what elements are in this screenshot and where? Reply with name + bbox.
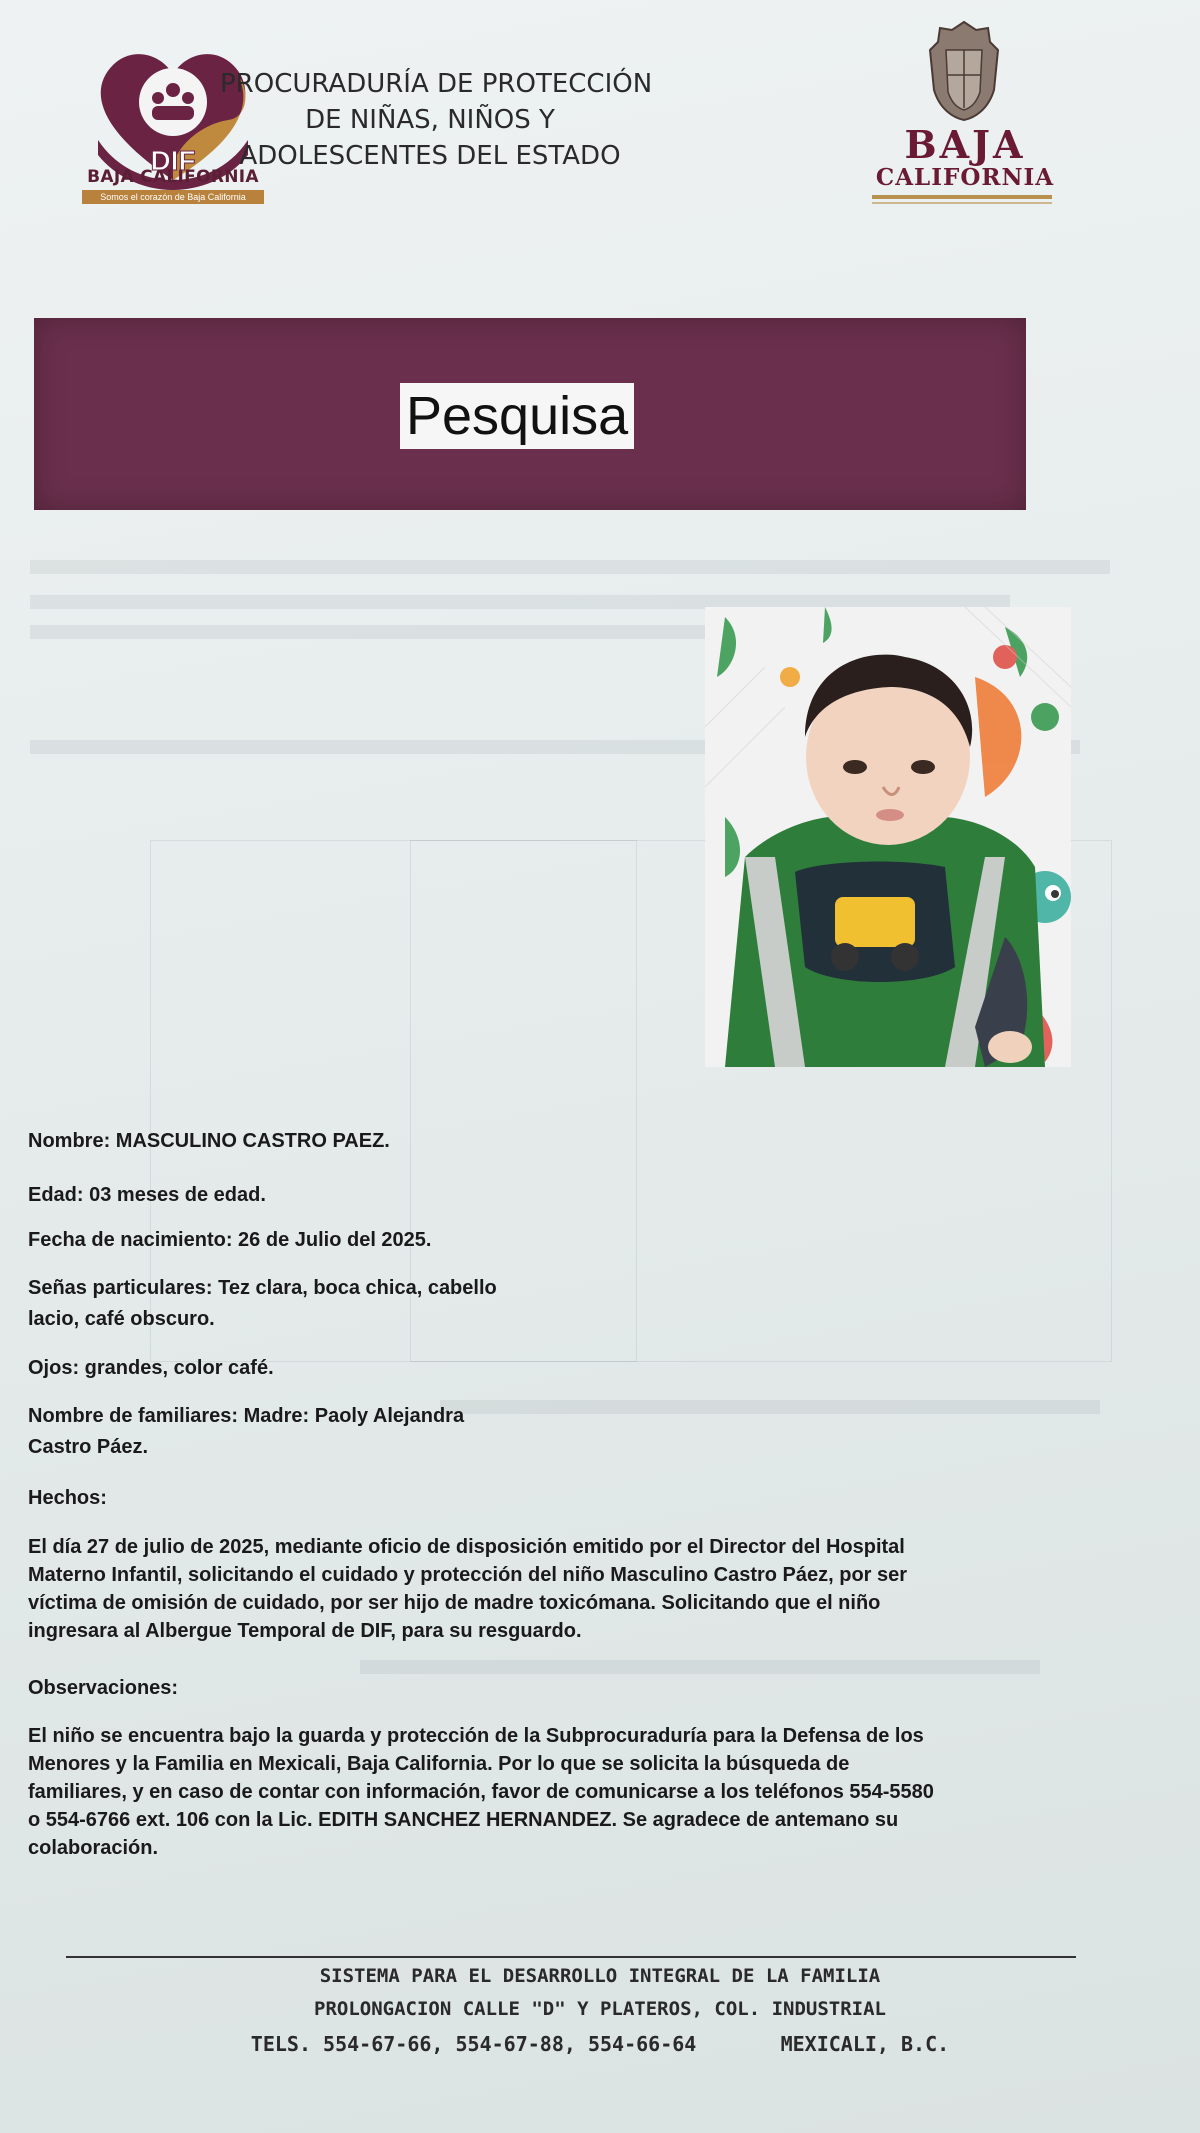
logo-divider — [872, 202, 1052, 204]
bleed-through-line — [360, 1660, 1040, 1674]
baja-california-logo-line: CALIFORNIA — [875, 164, 1055, 191]
field-nombre: Nombre: MASCULINO CASTRO PAEZ. — [28, 1130, 390, 1152]
field-fecha-nacimiento: Fecha de nacimiento: 26 de Julio del 2025. — [28, 1229, 432, 1251]
observaciones-line: familiares, y en caso de contar con información, favor de comunicarse a los teléfonos 554-5580 — [28, 1781, 934, 1803]
hechos-line: ingresara al Albergue Temporal de DIF, para su resguardo. — [28, 1620, 582, 1642]
child-photo — [705, 607, 1071, 1067]
observaciones-line: o 554-6766 ext. 106 con la Lic. EDITH SANCHEZ HERNANDEZ. Se agradece de antemano su — [28, 1809, 899, 1831]
observaciones-line: colaboración. — [28, 1837, 159, 1859]
agency-title-line: PROCURADURÍA DE PROTECCIÓN — [220, 69, 653, 99]
logo-divider — [872, 195, 1052, 199]
footer-divider — [66, 1956, 1076, 1958]
baja-california-logo — [870, 122, 1060, 191]
dif-logo-text: DIF — [150, 145, 196, 176]
dif-brand-text: BAJA CALIFORNIA — [87, 167, 259, 187]
field-familiares-cont: Castro Páez. — [28, 1436, 149, 1458]
footer-address: PROLONGACION CALLE "D" Y PLATEROS, COL. INDUSTRIAL — [314, 1998, 886, 2020]
state-coat-of-arms-icon — [928, 20, 1000, 122]
footer-org-name: SISTEMA PARA EL DESARROLLO INTEGRAL DE LA FAMILIA — [319, 1965, 881, 1987]
baja-california-logo-line: BAJA — [904, 122, 1026, 167]
observaciones-label: Observaciones: — [28, 1677, 179, 1699]
agency-title-line: DE NIÑAS, NIÑOS Y — [305, 105, 555, 135]
field-edad: Edad: 03 meses de edad. — [28, 1184, 266, 1206]
field-familiares: Nombre de familiares: Madre: Paoly Alejandra — [28, 1405, 465, 1427]
observaciones-paragraph — [28, 1722, 1110, 1862]
document-title: Pesquisa — [400, 383, 634, 449]
bleed-through-line — [440, 1400, 1100, 1414]
observaciones-line: El niño se encuentra bajo la guarda y protección de la Subprocuraduría para la Defensa de los — [28, 1725, 924, 1747]
hechos-paragraph — [28, 1533, 1110, 1645]
hechos-line: El día 27 de julio de 2025, mediante oficio de disposición emitido por el Director del Hospital — [28, 1536, 905, 1558]
field-senas-particulares-cont: lacio, café obscuro. — [28, 1308, 215, 1330]
bleed-through-line — [30, 560, 1110, 574]
footer-phones: TELS. 554-67-66, 554-67-88, 554-66-64 MEXICALI, B.C. — [250, 2032, 950, 2056]
hechos-line: Materno Infantil, solicitando el cuidado y protección del niño Masculino Castro Páez, por ser — [28, 1564, 908, 1586]
agency-title-line: ADOLESCENTES DEL ESTADO — [239, 141, 621, 171]
hechos-line: víctima de omisión de cuidado, por ser hijo de madre toxicómana. Solicitando que el niño — [28, 1592, 881, 1614]
hechos-label: Hechos: — [28, 1487, 107, 1509]
field-senas-particulares: Señas particulares: Tez clara, boca chica, cabello — [28, 1277, 497, 1299]
observaciones-line: Menores y la Familia en Mexicali, Baja California. Por lo que se solicita la búsqueda de — [28, 1753, 850, 1775]
dif-slogan: Somos el corazón de Baja California — [82, 190, 264, 204]
agency-title — [220, 66, 653, 174]
field-ojos: Ojos: grandes, color café. — [28, 1357, 274, 1379]
